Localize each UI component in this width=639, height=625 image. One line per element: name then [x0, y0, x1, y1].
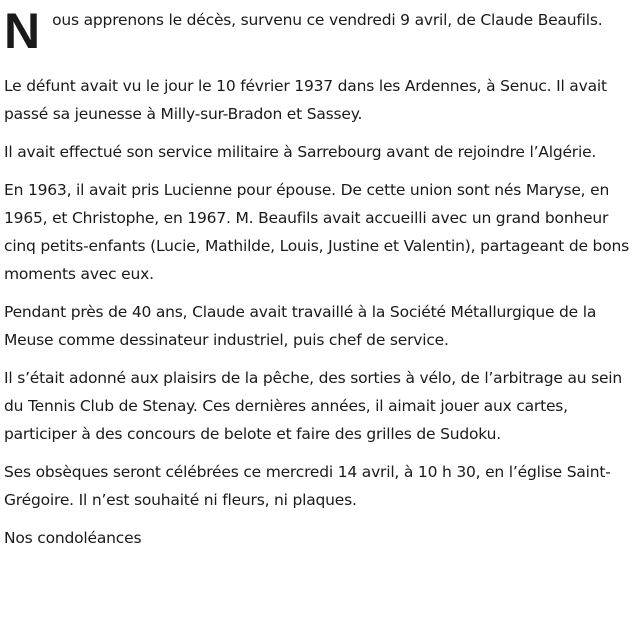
paragraph-birth: Le défunt avait vu le jour le 10 février 1937 dans les Ardennes, à Senuc. Il avait passé sa jeunesse à Milly-sur-Bradon et Sassey. — [4, 77, 607, 123]
paragraph-career: Pendant près de 40 ans, Claude avait travaillé à la Société Métallurgique de la Meuse comme dessinateur industriel, puis chef de service. — [4, 303, 597, 349]
paragraph-military-service: Il avait effectué son service militaire à Sarrebourg avant de rejoindre l’Algérie. — [4, 143, 597, 161]
drop-cap: N — [4, 3, 41, 59]
obituary-article — [4, 3, 634, 562]
paragraph-funeral: Ses obsèques seront célébrées ce mercredi 14 avril, à 10 h 30, en l’église Saint-Grégoire. Il n’est souhaité ni fleurs, ni plaques. — [4, 463, 611, 509]
paragraph-intro-text: ous apprenons le décès, survenu ce vendredi 9 avril, de Claude Beaufils. — [52, 11, 603, 29]
paragraph-hobbies: Il s’était adonné aux plaisirs de la pêche, des sorties à vélo, de l’arbitrage au sein du Tennis Club de Stenay. Ces dernières années, il aimait jouer aux cartes, participer à des concours de belote et faire des grilles de Sudoku. — [4, 369, 623, 443]
paragraph-condolences: Nos condoléances — [4, 529, 142, 547]
paragraph-family: En 1963, il avait pris Lucienne pour épouse. De cette union sont nés Maryse, en 1965, et Christophe, en 1967. M. Beaufils avait accueilli avec un grand bonheur cinq petits-enfants (Lucie, Mathilde, Louis, Justine et Valentin), partageant de bons moments avec eux. — [4, 181, 629, 283]
paragraph-intro — [4, 3, 634, 62]
